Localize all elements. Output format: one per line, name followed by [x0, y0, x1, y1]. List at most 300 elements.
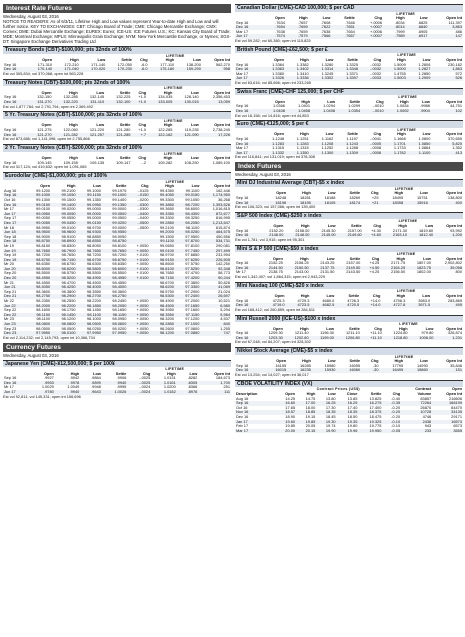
- table-cell: +.0050: [136, 298, 149, 304]
- table-cell: 3,863: [428, 25, 463, 30]
- table-cell: 99.0100: [61, 224, 76, 230]
- table-cell: 958: [202, 67, 231, 72]
- table-cell: 1.2806: [418, 61, 431, 67]
- table-cell: +4.50: [361, 266, 380, 271]
- contract-month: Sep 16: [236, 362, 249, 368]
- column-header: Settle: [349, 190, 361, 196]
- table-cell: 233: [401, 429, 432, 434]
- table-cell: 99.0100: [150, 249, 175, 254]
- table-cell: 98.8750: [26, 239, 51, 244]
- contract-month: Sep 16: [236, 330, 249, 336]
- table-cell: 572: [455, 70, 462, 76]
- table-cell: 18.375: [358, 410, 382, 415]
- table-cell: 16235: [287, 368, 312, 373]
- table-cell: 19.775: [369, 423, 382, 429]
- table-cell: 290,081: [215, 242, 230, 248]
- table-cell: 6573: [453, 423, 462, 429]
- column-header: Settle: [347, 131, 358, 137]
- contract-month: Dec 18: [3, 239, 26, 244]
- table-cell: 98.6000: [102, 267, 127, 272]
- column-header: High: [163, 122, 173, 128]
- table-cell: 98.5800: [77, 267, 102, 272]
- table-cell: -.0024: [139, 384, 151, 390]
- table-cell: 2158.00: [295, 227, 310, 233]
- column-header: High: [165, 57, 175, 63]
- table-cell: .9995: [116, 384, 127, 390]
- table-cell: 98.1450: [86, 307, 101, 313]
- table-cell: 98.4500: [86, 279, 101, 285]
- contract-month: Sep 16: [236, 194, 249, 200]
- table-cell: 97.3300: [175, 285, 200, 290]
- column-header: Settle: [344, 15, 355, 21]
- contract-title: Mini Nasdaq 100 (CME)-$20 x index: [235, 282, 463, 290]
- table-cell: 2143.50: [346, 269, 361, 275]
- table-cell: 1.1315: [296, 145, 309, 151]
- table-cell: 138,800: [447, 194, 462, 200]
- column-header: Open: [272, 255, 283, 261]
- table-cell: +4.25: [369, 269, 380, 275]
- column-header: Settle: [349, 358, 361, 364]
- table-cell: 99.3650: [159, 206, 174, 212]
- column-header: Low: [325, 131, 334, 137]
- table-cell: 98.4050: [26, 285, 51, 290]
- contract-month: Sep 16: [236, 61, 249, 67]
- column-header: Settle: [348, 292, 360, 298]
- table-cell: 98.3600: [112, 288, 127, 294]
- table-cell: 2143.25: [320, 260, 335, 266]
- column-header: Chg: [373, 56, 382, 62]
- table-cell: .8014: [383, 25, 406, 30]
- column-header: Open Int: [214, 57, 230, 63]
- lifetime-label: LIFETIME: [165, 179, 185, 184]
- table-cell: -.0033: [359, 76, 382, 81]
- table-cell: 58,773: [218, 270, 230, 276]
- table-cell: .8305: [177, 381, 199, 386]
- table-cell: 99.0100: [36, 206, 51, 212]
- contract-footer: Est vol 106,323; vol 157,066; open int 139,400: [235, 204, 316, 210]
- contract-footer: Est vol 63,616; vol 85,666; open int 233,265: [235, 79, 311, 85]
- table-cell: 1.3382: [296, 61, 309, 67]
- column-header: Open Int: [214, 183, 230, 189]
- table-cell: 98.4000: [102, 285, 127, 290]
- table-cell: 177-110: [160, 61, 175, 67]
- table-cell: 326,874: [447, 330, 462, 336]
- table-cell: -.0125: [137, 187, 149, 193]
- table-cell: 10,521: [218, 298, 230, 304]
- table-cell: 98.2200: [51, 304, 76, 309]
- left-column: [3, 2, 231, 399]
- table-cell: 99.1500: [159, 233, 174, 239]
- table-cell: 99.0500: [112, 215, 127, 221]
- column-header: Chg: [374, 325, 382, 331]
- table-cell: 1.0458: [286, 109, 311, 114]
- contract-title: Treasury Bonds (CBT)-$100,000; pts 32nds of 100%: [3, 46, 231, 54]
- table-cell: 1006.00: [409, 336, 435, 341]
- column-header: Open Int: [446, 223, 462, 229]
- vix-title: CBOE VOLATILITY INDEX (VX): [235, 380, 463, 388]
- table-cell: 2171.30: [392, 227, 407, 233]
- table-cell: 34135: [432, 410, 463, 415]
- table-cell: 98.6200: [51, 267, 76, 272]
- lifetime-label: LIFETIME: [163, 151, 183, 156]
- column-header: Low: [327, 358, 336, 364]
- contract-title: Eurodollar (CME)-$1,000,000; pts of 100%: [3, 172, 231, 180]
- table-cell: 17.30: [325, 404, 336, 410]
- table-cell: 18.50: [347, 413, 358, 419]
- table-cell: 10728: [401, 410, 432, 415]
- table-cell: -.0010: [372, 103, 384, 109]
- table-cell: 872,677: [200, 212, 231, 217]
- contract-month: Jun 19: [3, 249, 26, 254]
- table-cell: 98.9600: [51, 230, 76, 235]
- column-header: High: [69, 89, 78, 95]
- table-cell: 2164.25: [380, 266, 406, 271]
- table-cell: 2158.25: [294, 260, 309, 266]
- lifetime-label: LIFETIME: [165, 367, 185, 372]
- table-cell: 800: [455, 269, 462, 275]
- table-cell: .7657: [331, 34, 355, 39]
- column-header: Open Int: [446, 255, 462, 261]
- contract-month: Aug 16: [4, 187, 17, 193]
- table-cell: 111,397: [448, 19, 462, 25]
- table-cell: 98.7650: [61, 252, 76, 258]
- table-cell: +14.0: [360, 303, 381, 308]
- table-cell: .7646: [345, 19, 355, 25]
- contract-month: Sep 19: [4, 252, 17, 258]
- table-cell: 98.0100: [51, 331, 76, 336]
- table-cell: 109-147: [116, 159, 131, 165]
- column-header: Low: [190, 122, 199, 128]
- contract-month: Dec 16: [235, 336, 258, 341]
- column-header: High: [300, 223, 310, 229]
- table-cell: 133-005: [147, 100, 173, 105]
- contract-month: Aug 16: [236, 395, 249, 401]
- column-header: High: [66, 183, 76, 189]
- table-cell: 99.3850: [150, 203, 175, 208]
- table-cell: 121-280: [116, 127, 131, 133]
- table-cell: 816,995: [215, 215, 230, 221]
- table-cell: 98.7650: [26, 249, 51, 254]
- column-header: Low: [327, 223, 336, 229]
- table-cell: .9927: [44, 375, 54, 381]
- table-cell: 98.6350: [36, 261, 51, 267]
- table-cell: -0.35: [382, 401, 401, 406]
- contract-month: Jun 20: [3, 267, 26, 272]
- currency-futures-header: Currency Futures: [3, 343, 231, 352]
- table-cell: 251: [223, 384, 230, 390]
- vix-body: [235, 397, 463, 434]
- table-cell: 98.0250: [175, 230, 200, 235]
- table-cell: 97.4700: [185, 270, 200, 276]
- lifetime-label: LIFETIME: [398, 95, 418, 100]
- contract-month: Dec 16: [3, 100, 26, 105]
- table-cell: 99.0150: [77, 221, 102, 226]
- column-header: Low: [190, 155, 199, 161]
- table-cell: 99.1350: [86, 196, 101, 202]
- contract-month: Dec 16: [3, 203, 26, 208]
- contract-month: Sep 16: [236, 103, 249, 109]
- table-cell: 171-040: [53, 67, 80, 72]
- table-cell: 102: [431, 109, 463, 114]
- table-cell: 1.3245: [321, 70, 334, 76]
- contract-month: Jun 17: [3, 390, 29, 395]
- contract-month: Dec 20: [3, 276, 26, 281]
- column-header: Low: [423, 255, 431, 261]
- table-cell: +4.60: [363, 233, 382, 238]
- table-cell: 99.0050: [26, 221, 51, 226]
- table-cell: 98.9950: [36, 224, 51, 230]
- contract-month: Dec 16: [3, 67, 26, 72]
- table-cell: 15916: [404, 201, 429, 206]
- currency-futures-date: Wednesday, August 03, 2016: [3, 352, 59, 358]
- contract-month: Sep 20: [4, 270, 17, 276]
- table-cell: 98.2000: [26, 304, 51, 309]
- table-cell: -.0032: [370, 70, 382, 76]
- column-header: Open Int: [446, 131, 462, 137]
- table-cell: +.0050: [136, 307, 149, 313]
- table-cell: 97.2000: [185, 298, 200, 304]
- table-cell: 99.1000: [86, 187, 101, 193]
- table-cell: 26,697: [200, 294, 231, 299]
- table-cell: 98.1200: [150, 331, 175, 336]
- table-cell: 18281: [300, 194, 311, 200]
- table-cell: 98.2450: [112, 298, 127, 304]
- table-cell: 98.9550: [102, 230, 127, 235]
- table-cell: 99.0000: [86, 215, 101, 221]
- lifetime-label: LIFETIME: [396, 11, 416, 16]
- contract-month: Dec 16: [235, 25, 263, 30]
- lifetime-label: LIFETIME: [394, 186, 414, 191]
- right-column: [235, 2, 463, 433]
- table-cell: 18248: [275, 194, 287, 200]
- table-cell: 1.0049: [67, 384, 80, 390]
- column-header: Chg: [138, 89, 147, 95]
- table-cell: 50,826: [218, 279, 230, 285]
- contract-title: S&P 500 Index (CME)-$250 x index: [235, 212, 463, 220]
- table-cell: 132-220: [53, 100, 79, 105]
- column-header: Low: [96, 122, 105, 128]
- table-cell: .7622: [309, 25, 332, 30]
- table-cell: 5,294: [220, 307, 230, 313]
- table-cell: 98.6350: [112, 261, 127, 267]
- table-cell: 1.3371: [346, 70, 358, 76]
- table-row: [235, 429, 463, 434]
- table-cell: 99.4350: [159, 187, 174, 193]
- column-header: High: [306, 390, 316, 396]
- contract-footer: Est vol 92,811; vol 145,331; open int 156,696: [3, 393, 81, 399]
- table-cell: 98.5750: [61, 270, 76, 276]
- table-cell: 18.45: [325, 413, 336, 419]
- table-cell: 615,874: [215, 224, 230, 230]
- table-cell: 98.3950: [159, 307, 174, 313]
- table-cell: .9906: [116, 375, 127, 381]
- table-cell: 14.25: [285, 395, 296, 401]
- column-header: Low: [193, 57, 201, 63]
- table-cell: 226,505: [200, 258, 231, 263]
- table-cell: 121-270: [26, 133, 52, 138]
- table-cell: +1.0: [131, 100, 147, 105]
- table-cell: 18269: [349, 194, 361, 200]
- table-cell: +1.0: [138, 94, 147, 100]
- table-cell: .8282: [187, 375, 198, 381]
- column-header: High: [163, 89, 173, 95]
- contract-title: Canadian Dollar (CME)-CAD 100,000; $ per CAD: [235, 4, 463, 12]
- table-cell: 1224.80: [393, 330, 408, 336]
- table-cell: 184,673: [215, 375, 230, 381]
- column-header: Open: [41, 122, 52, 128]
- table-cell: 99.0450: [51, 221, 76, 226]
- contract-title: Mini DJ Industrial Average (CBT)-$5 x index: [235, 179, 463, 187]
- contract-month: Mar 17: [236, 145, 249, 151]
- contract-month: Dec 16: [235, 266, 258, 271]
- table-cell: 98.5200: [51, 276, 76, 281]
- contract-month: Dec 16: [235, 109, 261, 114]
- table-cell: -.0025: [127, 381, 151, 386]
- table-cell: 534,731: [200, 239, 231, 244]
- vix-contract-label: Contract: [415, 386, 432, 392]
- table-cell: 98.4950: [102, 276, 127, 281]
- table-cell: 1,200: [434, 233, 463, 238]
- table-cell: 1206.80: [335, 336, 361, 341]
- table-cell: 1.3402: [285, 67, 310, 72]
- column-header: High: [70, 370, 80, 376]
- contract-month: Dec 16: [235, 233, 258, 238]
- table-cell: 172-210: [64, 61, 79, 67]
- table-cell: 1.0864: [418, 145, 431, 151]
- table-cell: -.0010: [361, 109, 385, 114]
- table-cell: 1.1283: [285, 142, 310, 147]
- table-cell: +.0006: [369, 28, 382, 34]
- table-cell: 231,994: [215, 252, 230, 258]
- table-cell: +.0050: [136, 261, 149, 267]
- table-cell: 98.0800: [26, 322, 51, 327]
- table-cell: 97.0800: [185, 325, 200, 331]
- table-cell: 97.2900: [185, 288, 200, 294]
- table-cell: 168199: [432, 401, 463, 406]
- table-cell: 18398: [380, 201, 405, 206]
- column-header: Open: [274, 292, 285, 298]
- contract-month: Dec 16: [235, 142, 260, 147]
- contract-table: [3, 119, 231, 137]
- table-cell: 92,348: [200, 267, 231, 272]
- column-header: Open: [274, 15, 285, 21]
- column-header: Low: [326, 325, 334, 331]
- table-cell: 19.950: [358, 429, 382, 434]
- lifetime-label: LIFETIME: [397, 127, 417, 132]
- table-cell: -0.10: [391, 423, 401, 429]
- table-cell: 1.1315: [272, 145, 285, 151]
- table-cell: 109-135: [89, 159, 105, 165]
- contract-month: Sep 16: [4, 127, 17, 133]
- table-cell: 1.0026: [102, 390, 128, 395]
- column-header: High: [301, 98, 310, 104]
- table-cell: -0.20: [382, 410, 401, 415]
- column-header: Chg: [373, 223, 381, 229]
- contract-month: Sep 16: [4, 61, 17, 67]
- table-cell: -.0300: [127, 203, 149, 208]
- index-contracts: [235, 179, 463, 378]
- table-cell: 1.2909: [407, 76, 432, 81]
- table-cell: 83857: [420, 395, 432, 401]
- contract-footer: Est vol 317,124; vol 419,632; open int 1,091,065: [3, 164, 87, 170]
- table-cell: 109-155: [63, 159, 78, 165]
- table-cell: 108-250: [184, 159, 199, 165]
- column-header: Low: [327, 390, 336, 396]
- contract-month: Dec 19: [3, 258, 26, 263]
- table-cell: -.2: [141, 159, 146, 165]
- table-cell: 99.1000: [102, 193, 127, 198]
- table-cell: 97.1150: [175, 313, 200, 318]
- contract-month: Mr 23: [4, 316, 14, 322]
- column-header: Open Int: [446, 390, 462, 396]
- table-cell: +.0050: [127, 322, 149, 327]
- table-cell: 1211.10: [346, 330, 360, 336]
- table-cell: 20.05: [305, 423, 316, 429]
- table-cell: 18.57: [275, 410, 296, 415]
- table-cell: 2148.00: [258, 233, 284, 238]
- contract-month: Mr 18: [4, 224, 14, 230]
- table-cell: 16060: [336, 368, 361, 373]
- table-cell: -.0300: [137, 206, 149, 212]
- contract-month: Dec 16: [235, 201, 263, 206]
- table-cell: .8366: [187, 384, 198, 390]
- table-cell: 3555: [432, 429, 463, 434]
- table-cell: +.0007: [356, 34, 383, 39]
- table-cell: 2171.75: [391, 260, 406, 266]
- table-cell: 99.1500: [61, 196, 76, 202]
- table-cell: 98.2750: [26, 294, 51, 299]
- table-cell: .9988: [420, 103, 430, 109]
- table-cell: 98.4700: [61, 279, 76, 285]
- table-cell: 19.80: [347, 423, 358, 429]
- column-header: Settle: [349, 325, 360, 331]
- table-cell: 1.1248: [272, 136, 285, 142]
- table-cell: 170-140: [26, 67, 53, 72]
- table-cell: 35,846: [450, 362, 462, 368]
- table-cell: 19.90: [316, 429, 336, 434]
- table-cell: 109-282: [158, 159, 173, 165]
- table-cell: 1199.00: [310, 336, 335, 341]
- table-cell: 840: [200, 322, 231, 327]
- table-cell: 130-015: [173, 100, 199, 105]
- table-cell: 1211.40: [294, 330, 309, 336]
- table-cell: .9940: [102, 381, 128, 386]
- table-cell: 1.3364: [272, 61, 285, 67]
- column-header: High: [302, 358, 311, 364]
- table-cell: 4729.3: [297, 297, 310, 303]
- table-cell: 1.1288: [346, 145, 358, 151]
- table-cell: 1.3302: [310, 76, 335, 81]
- table-cell: 98.1100: [185, 224, 200, 230]
- table-cell: 2436: [401, 420, 432, 425]
- table-cell: 2,738,240: [212, 127, 230, 133]
- table-cell: 2163.10: [382, 233, 408, 238]
- table-cell: 1802.00: [416, 269, 431, 275]
- table-cell: 1.1283: [260, 142, 285, 147]
- column-header: High: [394, 358, 404, 364]
- table-cell: 1.0366: [273, 103, 285, 109]
- table-cell: +.0050: [136, 316, 149, 322]
- column-header: Open: [272, 325, 283, 331]
- table-cell: 98.0500: [61, 325, 76, 331]
- column-header: Open: [274, 98, 285, 104]
- contract-table: [235, 12, 463, 40]
- contract-month: Sep 18: [4, 233, 17, 239]
- column-header: High: [167, 370, 176, 376]
- table-cell: 1.1782: [382, 151, 407, 156]
- contract-footer: Est vol 1,342,407; vol 1,864,315; open int 2,943,229: [235, 274, 325, 280]
- column-header: Open Int: [446, 325, 462, 331]
